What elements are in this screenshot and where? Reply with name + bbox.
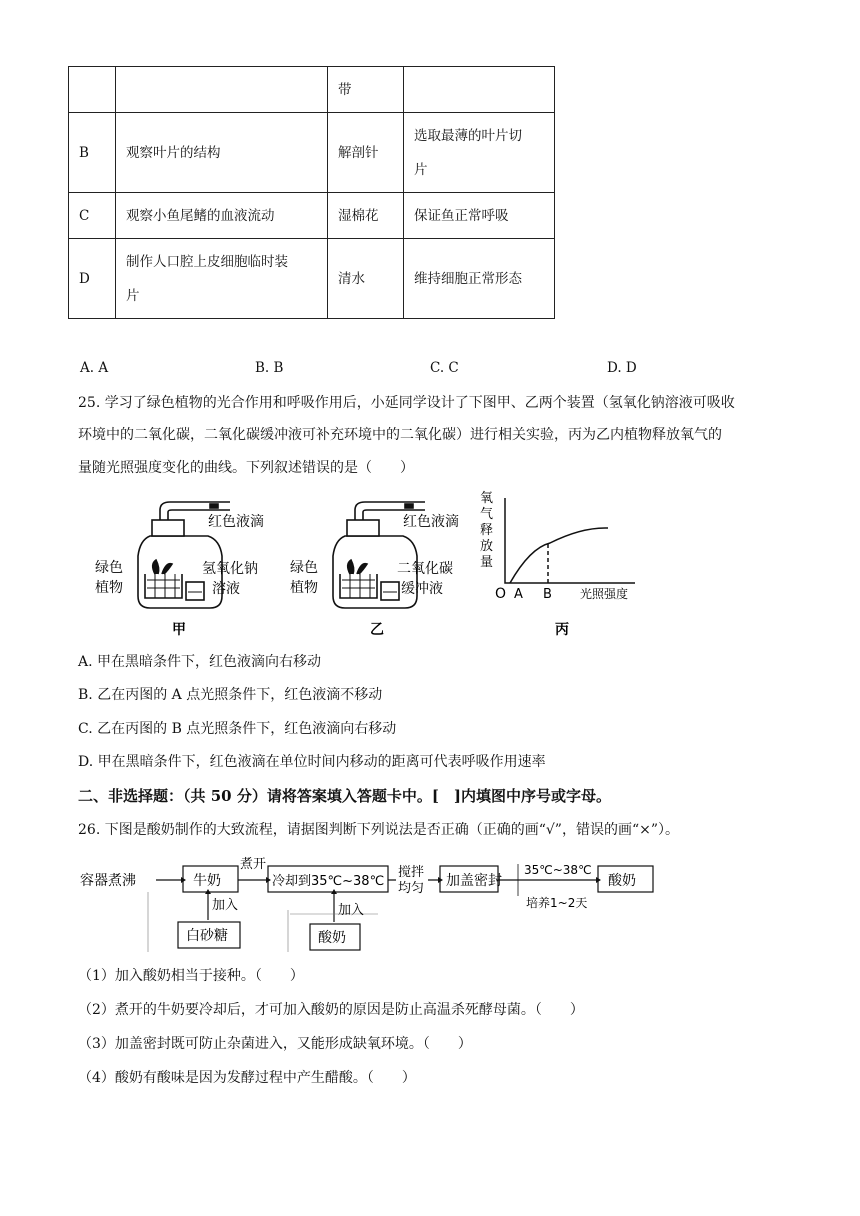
solution-label: 溶液 [212, 581, 240, 597]
drop-label: 红色液滴 [403, 514, 459, 530]
plant-label: 绿色 [95, 560, 123, 576]
experiment-table [68, 66, 555, 319]
table-cell: C [69, 193, 116, 239]
point-b-label: B [543, 587, 552, 602]
table-row [69, 193, 555, 239]
graph-bing [505, 498, 635, 583]
table-cell: 带 [328, 67, 404, 113]
plant-label: 绿色 [290, 560, 318, 576]
q25-option-d[interactable]: D. 甲在黑暗条件下，红色液滴在单位时间内移动的距离可代表呼吸作用速率 [78, 754, 546, 770]
option-b[interactable]: B. B [255, 360, 284, 376]
y-axis-label: 释 [480, 523, 494, 538]
figure-caption: 甲 [172, 622, 186, 638]
table-row [69, 239, 555, 319]
y-axis-label: 量 [480, 555, 494, 570]
question-25-stem: 量随光照强度变化的曲线。下列叙述错误的是（ ） [78, 460, 414, 476]
seal-label: 加盖密封 [446, 873, 502, 889]
y-axis-label: 气 [480, 507, 494, 522]
option-a[interactable]: A. A [80, 360, 109, 376]
stir-label: 搅拌 [398, 865, 425, 880]
table-cell: 维持细胞正常形态 [404, 239, 555, 319]
cool-label: 冷却到35℃~38℃ [272, 874, 385, 889]
table-cell: 解剖针 [328, 113, 404, 193]
q25-option-b[interactable]: B. 乙在丙图的 A 点光照条件下，红色液滴不移动 [78, 687, 383, 703]
question-26-stem: 26. 下图是酸奶制作的大致流程，请据图判断下列说法是否正确（正确的画“√”，错误的画“×”）。 [78, 822, 679, 838]
cell-line: 选取最薄的叶片切 [414, 127, 522, 144]
table-cell [69, 67, 116, 113]
point-a-label: A [514, 587, 523, 602]
temp-label: 35℃~38℃ [524, 863, 592, 877]
table-cell [404, 113, 555, 193]
option-c[interactable]: C. C [430, 360, 459, 376]
table-cell: 清水 [328, 239, 404, 319]
start-label: 容器煮沸 [80, 873, 136, 889]
y-axis-label: 氧 [480, 491, 494, 506]
result-label: 酸奶 [608, 873, 636, 889]
table-row [69, 67, 555, 113]
stir-label: 均匀 [398, 881, 425, 896]
origin-label: O [495, 586, 507, 602]
table-cell: B [69, 113, 116, 193]
section-header: 二、非选择题：（共 50 分）请将答案填入答题卡中。[ ]内填图中序号或字母。 [78, 787, 612, 805]
table-cell: 观察小鱼尾鳍的血液流动 [116, 193, 328, 239]
add-label: 加入 [212, 898, 239, 913]
solution-label: 二氧化碳 [397, 561, 453, 577]
yogurt-in-label: 酸奶 [318, 930, 346, 946]
boil-label: 煮开 [240, 857, 267, 872]
q26-item-1[interactable]: （1）加入酸奶相当于接种。（ ） [78, 968, 304, 984]
y-axis-label: 放 [480, 539, 494, 554]
q25-figures [90, 488, 650, 638]
table-row [69, 113, 555, 193]
q26-item-3[interactable]: （3）加盖密封既可防止杂菌进入，又能形成缺氧环境。（ ） [78, 1036, 472, 1052]
option-d[interactable]: D. D [607, 360, 637, 376]
solution-label: 缓冲液 [401, 581, 443, 597]
table-cell [404, 67, 555, 113]
table-cell: 保证鱼正常呼吸 [404, 193, 555, 239]
table-cell [116, 67, 328, 113]
table-cell [116, 239, 328, 319]
cell-line: 制作人口腔上皮细胞临时装 [126, 253, 288, 270]
x-axis-label: 光照强度 [580, 587, 629, 601]
question-25-stem: 环境中的二氧化碳，二氧化碳缓冲液可补充环境中的二氧化碳）进行相关实验，丙为乙内植物释放氧气的 [78, 427, 722, 443]
table-cell: 湿棉花 [328, 193, 404, 239]
table-cell: 观察叶片的结构 [116, 113, 328, 193]
q25-option-c[interactable]: C. 乙在丙图的 B 点光照条件下，红色液滴向右移动 [78, 721, 397, 737]
table-cell: D [69, 239, 116, 319]
cell-line: 片 [414, 161, 428, 178]
add-label: 加入 [338, 903, 365, 918]
q25-option-a[interactable]: A. 甲在黑暗条件下，红色液滴向右移动 [78, 654, 322, 670]
yogurt-flowchart [78, 852, 678, 957]
sugar-label: 白砂糖 [186, 928, 228, 944]
milk-label: 牛奶 [193, 873, 221, 889]
figure-caption: 丙 [555, 622, 569, 638]
q26-item-4[interactable]: （4）酸奶有酸味是因为发酵过程中产生醋酸。（ ） [78, 1070, 416, 1086]
figure-caption: 乙 [370, 622, 384, 638]
plant-label: 植物 [95, 580, 123, 596]
culture-label: 培养1~2天 [526, 896, 588, 910]
cell-line: 片 [126, 287, 140, 304]
solution-label: 氢氧化钠 [202, 561, 258, 577]
drop-label: 红色液滴 [208, 514, 264, 530]
q26-item-2[interactable]: （2）煮开的牛奶要冷却后，才可加入酸奶的原因是防止高温杀死酵母菌。（ ） [78, 1002, 584, 1018]
question-25-stem: 25. 学习了绿色植物的光合作用和呼吸作用后，小延同学设计了下图甲、乙两个装置（氢氧化钠溶液可吸收 [78, 395, 735, 411]
plant-label: 植物 [290, 580, 318, 596]
